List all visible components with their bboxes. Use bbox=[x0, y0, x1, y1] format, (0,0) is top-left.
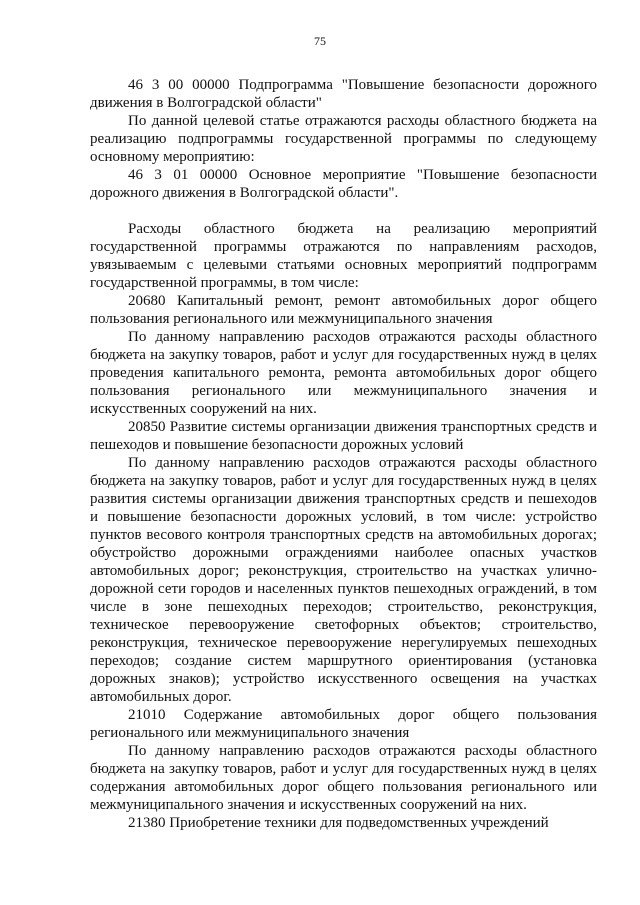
subprogram-heading: 46 3 00 00000 Подпрограмма "Повышение безопасности дорожного движения в Волгоградской области" bbox=[90, 77, 597, 111]
paragraph: По данному направлению расходов отражаются расходы областного бюджета на закупку товаров, работ и услуг для государственных нужд в целях развития системы организации движения транспортных средств и пешеходов и повышение безопасности дорожных условий, в том числе: устройство пунктов весового контроля транспортных средств на автомобильных дорогах; обустройство дорожными ограждениями наиболее опасных участков автомобильных дорог; реконструкция, строительство на участках улично-дорожной сети городов и населенных пунктов пешеходных ограждений, в том числе в зоне пешеходных переходов; строительство, реконструкция, техническое перевооружение светофорных объектов; строительство, реконструкция, техническое перевооружение нерегулируемых пешеходных переходов; создание систем маршрутного ориентирования (установка дорожных знаков); устройство искусственного освещения на участках автомобильных дорог. bbox=[90, 455, 597, 705]
main-measure-heading: 46 3 01 00000 Основное мероприятие "Повышение безопасности дорожного движения в Волгоградской области". bbox=[90, 167, 597, 201]
page-number: 75 bbox=[314, 34, 326, 48]
paragraph: По данному направлению расходов отражаются расходы областного бюджета на закупку товаров, работ и услуг для государственных нужд в целях содержания автомобильных дорог общего пользования регионального или межмуниципального значения и искусственных сооружений на них. bbox=[90, 743, 597, 813]
expense-direction-20680: 20680 Капитальный ремонт, ремонт автомобильных дорог общего пользования регионального или межмуниципального значения bbox=[90, 293, 597, 327]
expense-direction-20850: 20850 Развитие системы организации движения транспортных средств и пешеходов и повышение безопасности дорожных условий bbox=[90, 419, 597, 453]
expense-direction-21010: 21010 Содержание автомобильных дорог общего пользования регионального или межмуниципального значения bbox=[90, 707, 597, 741]
paragraph: Расходы областного бюджета на реализацию мероприятий государственной программы отражаются по направлениям расходов, увязываемым с целевыми статьями основных мероприятий подпрограмм государственной программы, в том числе: bbox=[90, 221, 597, 291]
document-body bbox=[90, 76, 597, 832]
paragraph-gap bbox=[90, 202, 597, 220]
expense-direction-21380: 21380 Приобретение техники для подведомственных учреждений bbox=[128, 815, 549, 831]
paragraph: По данному направлению расходов отражаются расходы областного бюджета на закупку товаров, работ и услуг для государственных нужд в целях проведения капитального ремонта, ремонта автомобильных дорог общего пользования регионального или межмуниципального значения и искусственных сооружений на них. bbox=[90, 329, 597, 417]
paragraph: По данной целевой статье отражаются расходы областного бюджета на реализацию подпрограммы государственной программы по следующему основному мероприятию: bbox=[90, 113, 597, 165]
